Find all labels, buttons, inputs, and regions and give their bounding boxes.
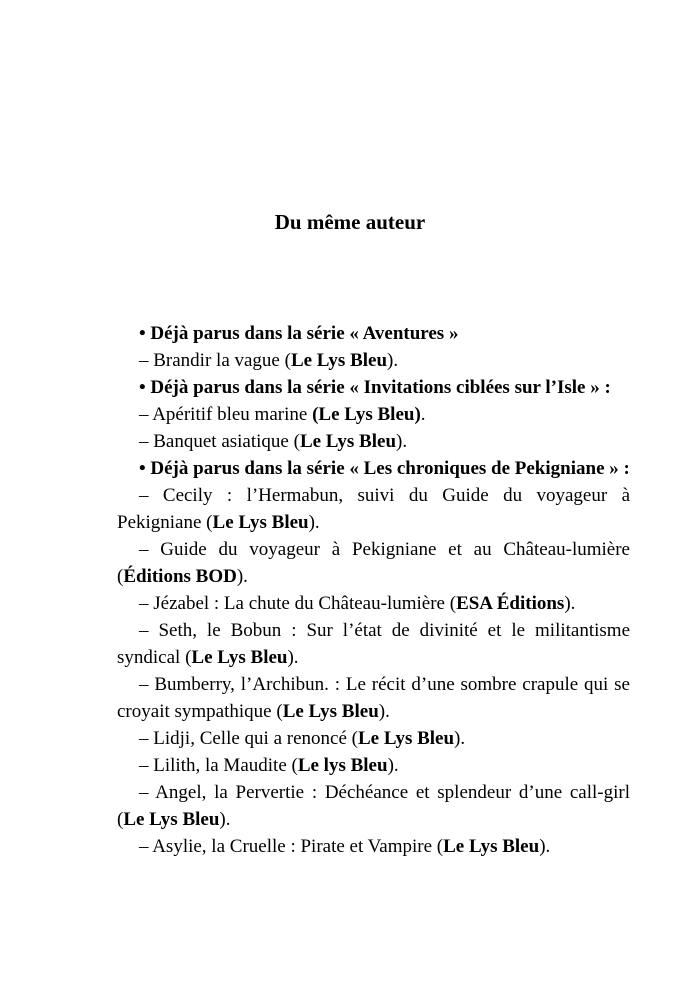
publisher-name: ESA Éditions [456, 593, 565, 614]
series-heading-text: • Déjà parus dans la série « Invitations ciblées sur l’Isle » : [139, 377, 611, 398]
publisher-name: (Le Lys Bleu) [312, 404, 421, 425]
publisher-name: Le Lys Bleu [290, 350, 388, 371]
book-title: – Seth, le Bobun : Sur l’état de divinité et le militantisme syndical ( [117, 620, 630, 668]
book-title: – Angel, la Pervertie : Déchéance et splendeur d’une call-girl ( [117, 782, 630, 830]
book-entry [117, 536, 630, 590]
publisher-name: Le Lys Bleu [212, 512, 309, 533]
book-title: – Apéritif bleu marine [139, 404, 313, 425]
series-heading-chroniques [117, 455, 630, 482]
series-heading-aventures [117, 320, 630, 347]
publisher-name: Le Lys Bleu [191, 647, 288, 668]
entry-close: ). [378, 701, 390, 722]
book-entry [117, 752, 630, 779]
publisher-name: Éditions BOD [123, 566, 237, 587]
publisher-name: Le Lys Bleu [282, 701, 379, 722]
book-title: – Lidji, Celle qui a renoncé ( [139, 728, 358, 749]
entry-close: ). [287, 647, 299, 668]
publisher-name: Le lys Bleu [297, 755, 388, 776]
entry-close: ). [396, 431, 408, 452]
entry-close: ). [564, 593, 576, 614]
entry-close: ). [387, 350, 399, 371]
entry-close: ). [387, 755, 399, 776]
book-title: – Banquet asiatique ( [139, 431, 300, 452]
entry-close: ). [454, 728, 466, 749]
book-title: – Guide du voyageur à Pekigniane et au Château-lumière ( [117, 539, 630, 587]
page-title: Du même auteur [274, 210, 426, 234]
publisher-name: Le Lys Bleu [299, 431, 397, 452]
book-entry [117, 590, 630, 617]
book-title: – Brandir la vague ( [139, 350, 291, 371]
book-title: – Cecily : l’Hermabun, suivi du Guide du voyageur à Pekigniane ( [117, 485, 630, 533]
series-heading-text: • Déjà parus dans la série « Les chroniques de Pekigniane » : [139, 458, 630, 479]
publisher-name: Le Lys Bleu [123, 809, 220, 830]
entry-close: ). [539, 836, 551, 857]
entry-close: ). [219, 809, 231, 830]
entry-close: ). [308, 512, 320, 533]
book-entry [117, 482, 630, 536]
book-title: – Asylie, la Cruelle : Pirate et Vampire ( [139, 836, 444, 857]
book-entry [117, 671, 630, 725]
entry-close: . [420, 404, 426, 425]
book-entry [117, 779, 630, 833]
bibliography-list [117, 320, 630, 860]
book-entry [117, 428, 630, 455]
book-title: – Jézabel : La chute du Château-lumière ( [139, 593, 457, 614]
publisher-name: Le Lys Bleu [357, 728, 455, 749]
series-heading-text: • Déjà parus dans la série « Aventures » [139, 323, 459, 344]
book-entry [117, 725, 630, 752]
book-entry [117, 401, 630, 428]
book-entry [117, 347, 630, 374]
entry-close: ). [236, 566, 248, 587]
book-title: – Bumberry, l’Archibun. : Le récit d’une sombre crapule qui se croyait sympathique ( [117, 674, 630, 722]
book-title: – Lilith, la Maudite ( [139, 755, 298, 776]
series-heading-invitations [117, 374, 630, 401]
book-entry [117, 833, 630, 860]
book-entry [117, 617, 630, 671]
publisher-name: Le Lys Bleu [443, 836, 540, 857]
